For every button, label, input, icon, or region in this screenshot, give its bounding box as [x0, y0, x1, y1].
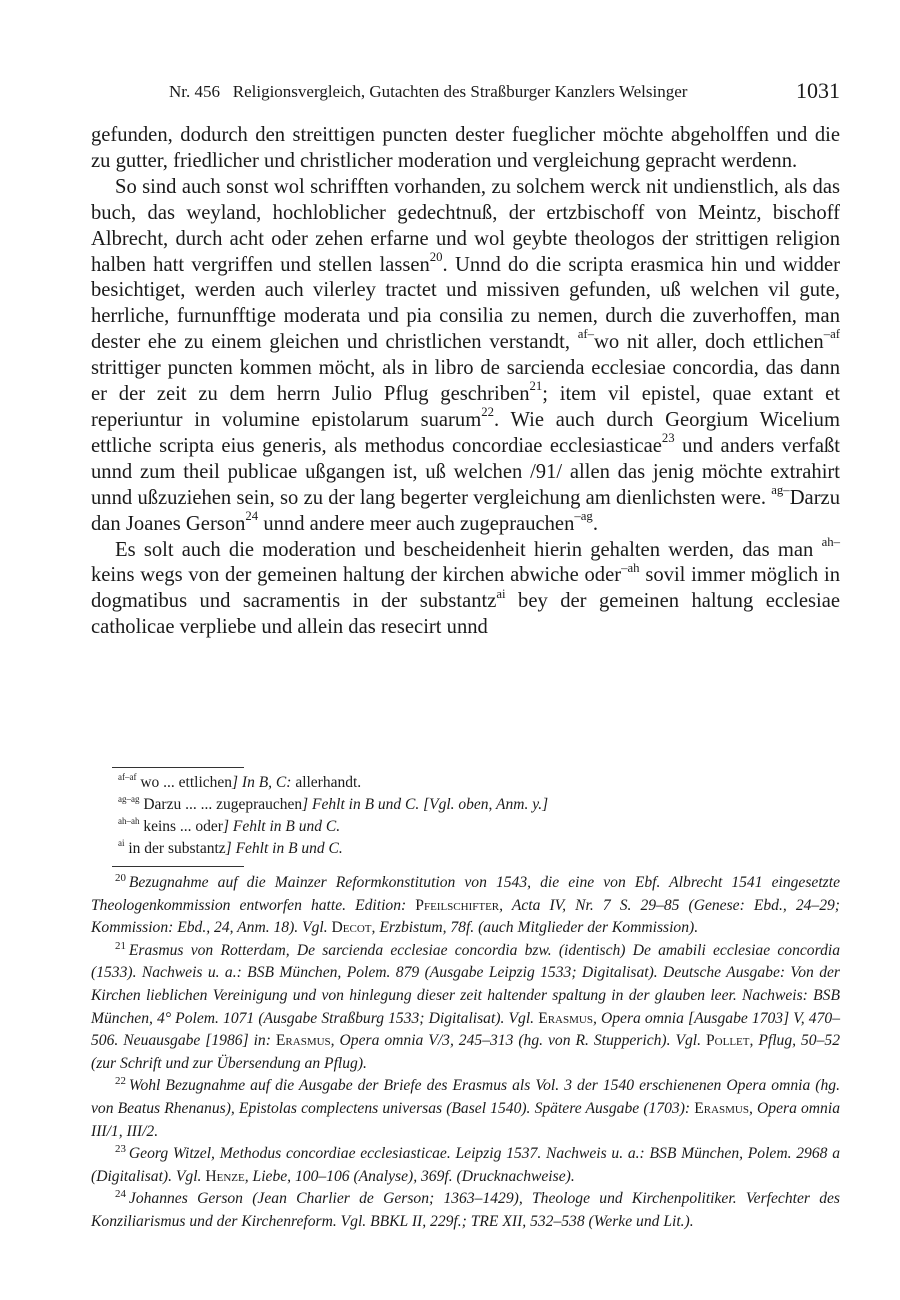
footnote-text: Bezugnahme auf die Mainzer Reformkonstitution von 1543, die eine von Ebf. Albrecht 1541 eingesetzte Theologenkommission entworfen hatte. Edition: [91, 874, 840, 914]
author-name: Pollet [706, 1032, 750, 1050]
apparatus-note [118, 794, 838, 816]
apparatus-comment: ] Fehlt in B und C. [225, 840, 343, 857]
paragraph-3 [91, 534, 840, 642]
footnote-number: 23 [115, 1142, 126, 1155]
footnote-24 [91, 1188, 840, 1233]
apparatus-note-mark: ah–ah [118, 815, 140, 826]
p2-text-g: und anders verfaßt unnd zum theil publicae ußgangen ist, uß welchen /91/ allen das jenig möchte extrahirt unnd ußzuziehen sein, so zu der lang begerter vergleichung am dienlichsten were. [91, 434, 840, 509]
footnotes-divider [112, 866, 244, 867]
apparatus-note [118, 772, 838, 794]
footnote-number: 22 [115, 1075, 126, 1088]
footnote-ref-23[interactable]: 23 [661, 431, 675, 446]
apparatus-mark-af-close[interactable]: –af [823, 327, 840, 342]
footnote-21 [91, 940, 840, 1076]
apparatus-note-mark: ai [118, 837, 125, 848]
footnote-text: , Erzbistum, 78f. (auch Mitglieder der Kommission). [371, 919, 699, 937]
author-name: Erasmus [694, 1099, 749, 1117]
footnote-22 [91, 1075, 840, 1143]
footnote-number: 24 [115, 1188, 126, 1201]
footnote-text: , Opera omnia [Ausgabe 1703] V, 470–506. Neuausgabe [1986] in: [91, 1009, 840, 1050]
running-title: Nr. 456 Religionsvergleich, Gutachten des Straßburger Kanzlers Welsinger [169, 82, 688, 101]
apparatus-note-mark: ag–ag [118, 793, 140, 804]
footnote-text: Johannes Gerson (Jean Charlier de Gerson; 1363–1429), Theologe und Kirchenpolitiker. Verfechter des Konziliarismus und der Kirchenreform. Vgl. BBKL II, 229f.; TRE XII, 532–538 (Werke und Lit.). [91, 1190, 840, 1230]
footnote-text: , Opera omnia V/3, 245–313 (hg. von R. Stupperich). Vgl. [330, 1032, 706, 1050]
apparatus-note-mark: af–af [118, 771, 137, 782]
author-name: Erasmus [538, 1009, 593, 1027]
author-name: Pfeilschifter [415, 896, 500, 914]
paragraph-2 [91, 175, 840, 538]
apparatus-mark-ai[interactable]: ai [496, 586, 506, 601]
footnote-number: 21 [115, 939, 126, 952]
p3-text-c: sovil immer möglich in dogmatibus und sacramentis in der substantz [91, 564, 840, 613]
apparatus-lemma: Darzu ... ... zugeprauchen [139, 796, 303, 813]
p2-text-i: unnd andere meer auch zugeprauchen [258, 512, 575, 535]
footnote-text: , Opera omnia III/1, III/2. [91, 1099, 840, 1140]
p2-text-j: . [592, 512, 598, 535]
footnote-ref-21[interactable]: 21 [529, 379, 543, 394]
footnote-text: Erasmus von Rotterdam, De sarcienda ecclesiae concordia bzw. (identisch) De amabili ecclesiae concordia (1533). Nachweis u. a.: BSB München, Polem. 879 (Ausgabe Leipzig 1533; Digitalisat). Deutsche Ausgabe: Von der Kirchen lieblichen Vereinigung und von hinlegung dieser zeit haltender spaltung in der glauben leer. Nachweis: BSB München, 4° Polem. 1071 (Ausgabe Straßburg 1533; Digitalisat). Vgl. [91, 941, 840, 1027]
apparatus-mark-ag-open[interactable]: ag– [771, 482, 790, 497]
p2-text-d: strittiger puncten kommen möcht, als in libro de sarcienda ecclesiae concordia, das dann er der zeit zu dem herrn Julio Pflug geschriben [91, 357, 840, 406]
p2-text-f: . Wie auch durch Georgium Wicelium ettliche scripta eius generis, als methodus concordiae ecclesiasticae [91, 408, 840, 457]
author-name: Erasmus [275, 1032, 331, 1050]
main-text [91, 123, 840, 641]
apparatus-reading: allerhandt. [291, 774, 362, 791]
page-number: 1031 [796, 78, 840, 103]
critical-apparatus [118, 772, 838, 860]
footnote-text: , Pflug, 50–52 (zur Schrift und zur Übersendung an Pflug). [91, 1032, 840, 1072]
paragraph-1-text: gefunden, dodurch den streittigen puncten dester fueglicher möchte abgeholffen und die zu gutter, friedlicher und christlicher moderation und vergleichung gepracht werdenn. [91, 124, 840, 172]
paragraph-1 [91, 123, 840, 175]
footnote-number: 20 [115, 871, 126, 884]
p2-text-b: . Unnd do die scripta erasmica hin und widder besichtiget, werden auch vilerley tractet und missiven gefunden, uß welchen vil gute, herrliche, furnunfftige moderata und pia consilia zu nemen, durch die zuverhoffen, man dester ehe zu einem gleichen und christlichen verstandt, [91, 253, 840, 354]
apparatus-mark-ag-close[interactable]: –ag [574, 508, 593, 523]
footnote-text: , Liebe, 100–106 (Analyse), 369f. (Drucknachweise). [244, 1167, 575, 1185]
apparatus-lemma: in der substantz [124, 840, 226, 857]
running-head [91, 80, 840, 106]
apparatus-note [118, 816, 838, 838]
footnote-ref-20[interactable]: 20 [429, 249, 443, 264]
apparatus-divider [112, 767, 244, 768]
p2-text-c: wo nit aller, doch ettlichen [594, 331, 824, 354]
p2-text-h: Darzu dan Joanes Gerson [91, 486, 840, 535]
apparatus-lemma: wo ... ettlichen [136, 774, 233, 791]
apparatus-lemma: keins ... oder [139, 818, 223, 835]
p2-text-a: So sind auch sonst wol schrifften vorhanden, zu solchem werck nit undienstlich, als das buch, das weyland, hochloblicher gedechtnuß, der ertzbischoff von Meintz, bischoff Albrecht, durch acht oder zehen erfarne und wol geybte theologos der strittigen religion halben hatt vergriffen und stellen lassen [91, 175, 840, 276]
apparatus-comment: ] In B, C: [232, 774, 292, 791]
apparatus-note [118, 838, 838, 860]
p2-text-e: ; item vil epistel, quae extant et reperiuntur in volumine epistolarum suarum [91, 383, 840, 431]
p3-text-d: bey der gemeinen haltung ecclesiae catholicae verpliebe und allein das resecirt unnd [91, 590, 840, 639]
apparatus-mark-af-open[interactable]: af– [577, 327, 595, 342]
apparatus-mark-ah-open[interactable]: ah– [821, 534, 840, 549]
footnote-23 [91, 1143, 840, 1188]
footnote-text: Wohl Bezugnahme auf die Ausgabe der Briefe des Erasmus als Vol. 3 der 1540 erschienenen Opera omnia (hg. von Beatus Rhenanus), Epistolas complectens universas (Basel 1540). Spätere Ausgabe (1703): [91, 1077, 840, 1117]
footnote-ref-24[interactable]: 24 [245, 508, 259, 523]
author-name: Decot [331, 919, 372, 937]
p3-text-b: keins wegs von der gemeinen haltung der kirchen abwiche oder [91, 564, 622, 587]
footnotes [91, 872, 840, 1234]
footnote-text: , Acta IV, Nr. 7 S. 29–85 (Genese: Ebd., 24–29; Kommission: Ebd., 24, Anm. 18). Vgl. [91, 896, 840, 937]
apparatus-comment: ] Fehlt in B und C. [Vgl. oben, Anm. y.] [302, 796, 549, 813]
footnote-text: Georg Witzel, Methodus concordiae ecclesiasticae. Leipzig 1537. Nachweis u. a.: BSB München, Polem. 2968 a (Digitalisat). Vgl. [91, 1145, 840, 1185]
footnote-ref-22[interactable]: 22 [481, 405, 494, 420]
footnote-20 [91, 872, 840, 940]
author-name: Henze [205, 1167, 245, 1185]
apparatus-comment: ] Fehlt in B und C. [222, 818, 341, 835]
p3-text-a: Es solt auch die moderation und bescheidenheit hierin gehalten werden, das man [115, 538, 822, 561]
apparatus-mark-ah-close[interactable]: –ah [621, 560, 640, 575]
